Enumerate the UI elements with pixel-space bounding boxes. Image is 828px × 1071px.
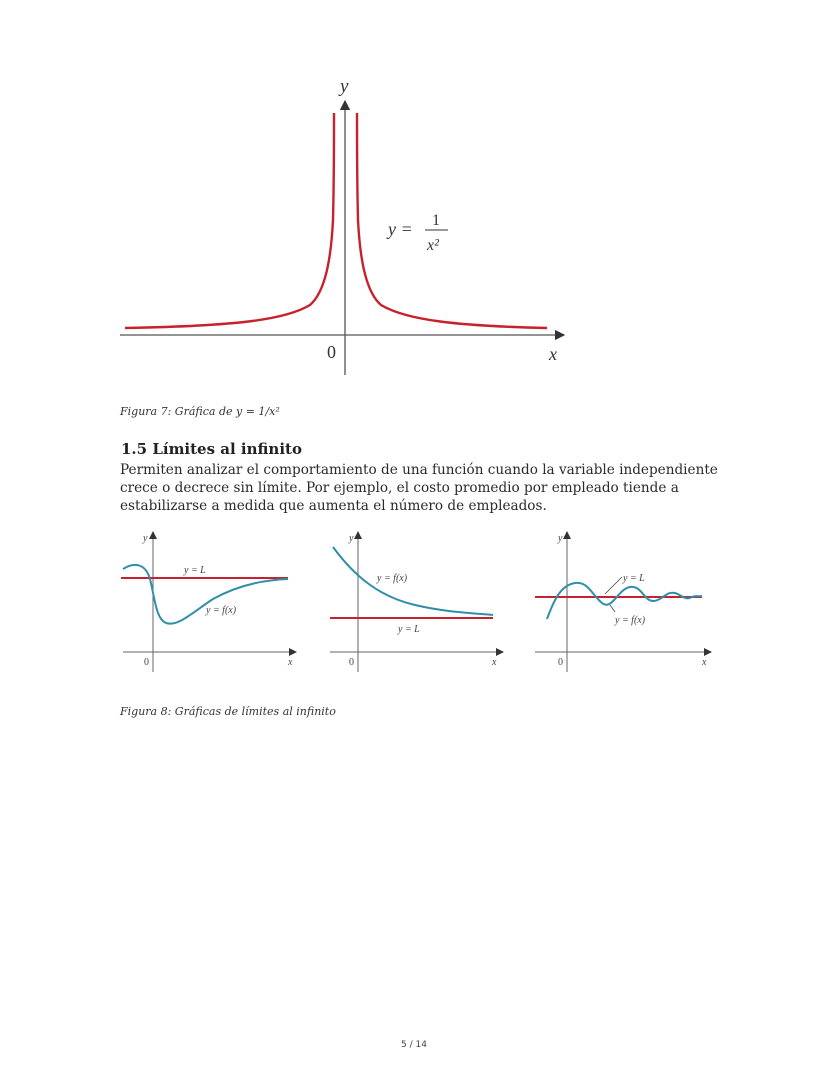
y-axis-label: y	[340, 76, 349, 97]
function-label: y = f(x)	[377, 573, 408, 584]
origin-label: 0	[558, 657, 563, 668]
function-label: y = f(x)	[206, 605, 237, 616]
paragraph-line: estabilizarse a medida que aumenta el número de empleados.	[120, 498, 547, 514]
y-axis-label: y	[143, 533, 148, 544]
x-axis-label: x	[702, 657, 707, 668]
paragraph-line: crece o decrece sin límite. Por ejemplo, el costo promedio por empleado tiende a	[120, 480, 679, 496]
x-axis-label: x	[549, 344, 557, 364]
equation-denominator: x²	[427, 237, 439, 254]
page-number: 5 / 14	[401, 1040, 427, 1050]
x-axis-label: x	[288, 657, 293, 668]
figure-8-panel-b	[325, 527, 515, 677]
paragraph-line: Permiten analizar el comportamiento de una función cuando la variable independiente	[120, 462, 718, 478]
origin-label: 0	[349, 657, 354, 668]
figure-7-graph	[115, 70, 575, 390]
limit-label: y = L	[184, 565, 206, 576]
section-heading: 1.5 Límites al infinito	[121, 440, 302, 458]
y-axis-label: y	[349, 533, 354, 544]
equation-numerator: 1	[432, 212, 440, 229]
origin-label: 0	[327, 342, 336, 362]
equation-lhs: y =	[388, 219, 413, 239]
y-axis-label: y	[558, 533, 563, 544]
limit-label: y = L	[623, 573, 645, 584]
figure-8-caption: Figura 8: Gráficas de límites al infinito	[120, 705, 336, 718]
figure-8-panel-c	[530, 527, 720, 677]
origin-label: 0	[144, 657, 149, 668]
limit-label: y = L	[398, 624, 420, 635]
figure-8-panel-a	[118, 527, 308, 677]
section-paragraph	[120, 461, 720, 515]
function-label: y = f(x)	[615, 615, 646, 626]
figure-7-caption: Figura 7: Gráfica de y = 1/x²	[120, 405, 280, 418]
x-axis-label: x	[492, 657, 497, 668]
